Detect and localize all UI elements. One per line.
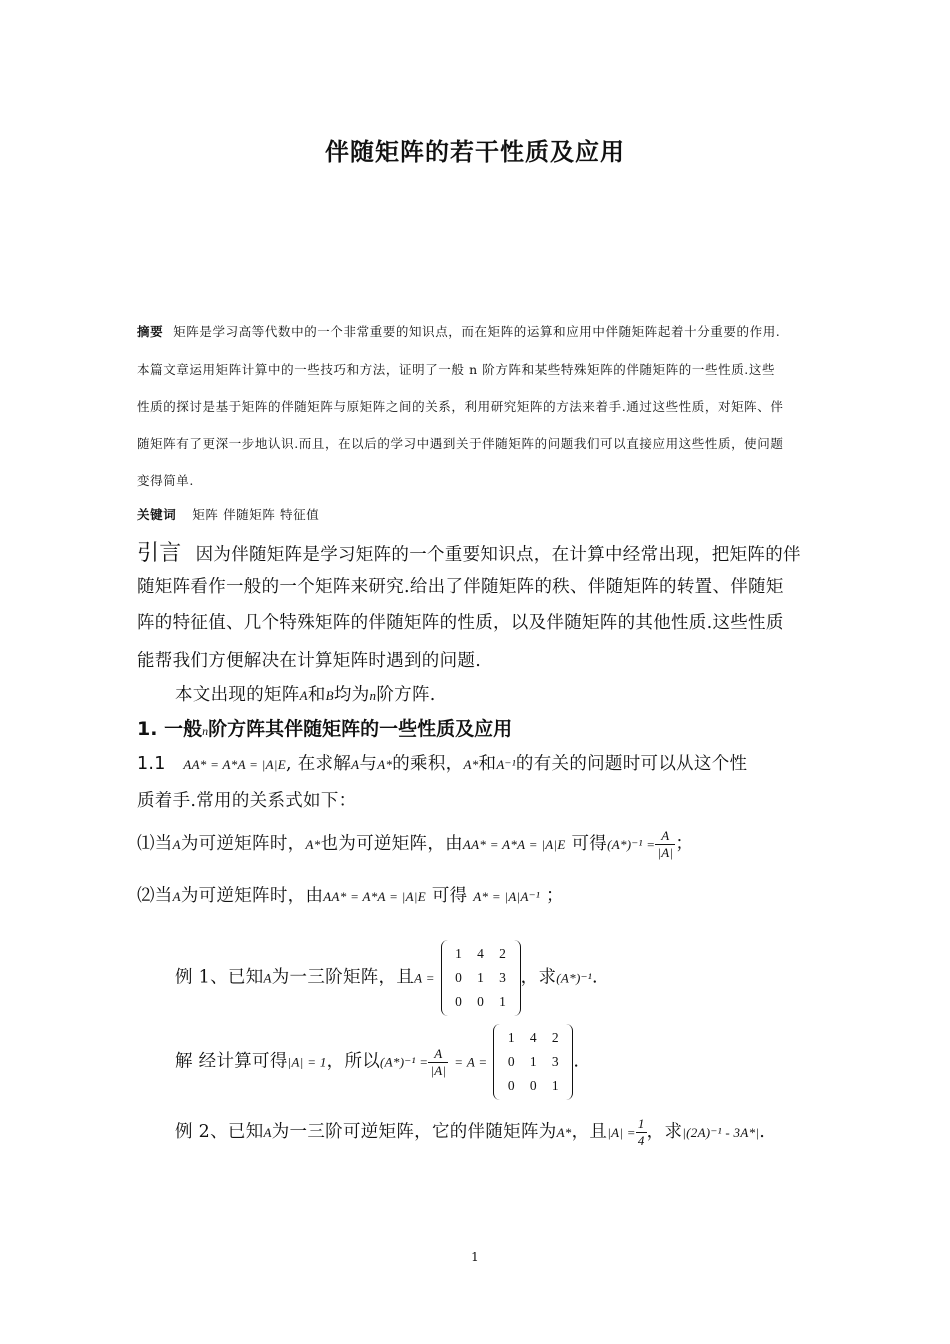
intro-line-1: 引言 因为伴随矩阵是学习矩阵的一个重要知识点，在计算中经常出现，把矩阵的伴 xyxy=(137,541,801,566)
property-1-1-line-2: 质着手.常用的关系式如下： xyxy=(137,791,357,811)
abstract-line-2: 本篇文章运用矩阵计算中的一些技巧和方法，证明了一般 n 阶方阵和某些特殊矩阵的伴随矩阵的一些性质.这些 xyxy=(137,362,776,377)
keywords-text: 矩阵 伴随矩阵 特征值 xyxy=(192,507,320,522)
relation-item-2: ⑵当A为可逆矩阵时，由AA* = A*A = |A|E 可得 A* = |A|A⁻¹ ； xyxy=(137,886,564,906)
section-1-heading: 1. 一般n阶方阵其伴随矩阵的一些性质及应用 xyxy=(137,718,513,740)
intro-line-4: 能帮我们方便解决在计算矩阵时遇到的问题. xyxy=(137,651,482,671)
abstract-line-3: 性质的探讨是基于矩阵的伴随矩阵与原矩阵之间的关系，利用研究矩阵的方法来着手.通过这些性质，对矩阵、伴 xyxy=(137,399,784,414)
relation-item-1: ⑴当A为可逆矩阵时，A*也为可逆矩阵，由AA* = A*A = |A|E 可得(A*)⁻¹ = $\frac{A}{|A|}$ ； xyxy=(137,828,694,860)
abstract-line-4: 随矩阵有了更深一步地认识.而且，在以后的学习中遇到关于伴随矩阵的问题我们可以直接应用这些性质，使问题 xyxy=(137,436,784,451)
keywords-label: 关键词 xyxy=(137,507,177,522)
keywords xyxy=(137,505,319,523)
intro-line-2: 随矩阵看作一般的一个矩阵来研究.给出了伴随矩阵的秩、伴随矩阵的转置、伴随矩 xyxy=(137,577,784,597)
property-1-1-line-1: 1.1 AA* = A*A = |A|E, 在求解A与A*的乘积，A*和A⁻¹的有关的问题时可以从这个性 xyxy=(137,754,748,774)
intro-note: 本文出现的矩阵A和B均为n阶方阵. xyxy=(175,685,436,705)
example-1: 例 1、已知A为一三阶矩阵，且A = 1 4 2 0 1 3 0 0 1 ，求(A*)⁻¹. xyxy=(175,940,598,1016)
intro-line-3: 阵的特征值、几个特殊矩阵的伴随矩阵的性质，以及伴随矩阵的其他性质.这些性质 xyxy=(137,613,784,633)
solution-1-matrix: 1 4 2 0 1 3 0 0 1 xyxy=(493,1024,573,1100)
paper-title: 伴随矩阵的若干性质及应用 xyxy=(325,138,625,166)
solution-1: 解 经计算可得|A| = 1，所以(A*)⁻¹ = $\frac{A}{|A|}$ = A = 1 4 2 0 1 3 0 0 1 . xyxy=(175,1024,579,1100)
formula-adjugate-identity: AA* = A*A = |A|E xyxy=(183,757,286,772)
example-1-matrix: 1 4 2 0 1 3 0 0 1 xyxy=(441,940,521,1016)
page-number: 1 xyxy=(471,1250,479,1264)
abstract-line-1: 摘要 矩阵是学习高等代数中的一个非常重要的知识点，而在矩阵的运算和应用中伴随矩阵起着十分重要的作用. xyxy=(137,324,781,339)
abstract-label: 摘要 xyxy=(137,324,164,339)
intro-label: 引言 xyxy=(137,541,182,566)
example-2: 例 2、已知A为一三阶可逆矩阵，它的伴随矩阵为A*，且|A| = $\frac{1}{4}$ ，求|(2A)⁻¹ - 3A*|. xyxy=(175,1116,766,1148)
abstract-line-5: 变得简单. xyxy=(137,473,194,488)
